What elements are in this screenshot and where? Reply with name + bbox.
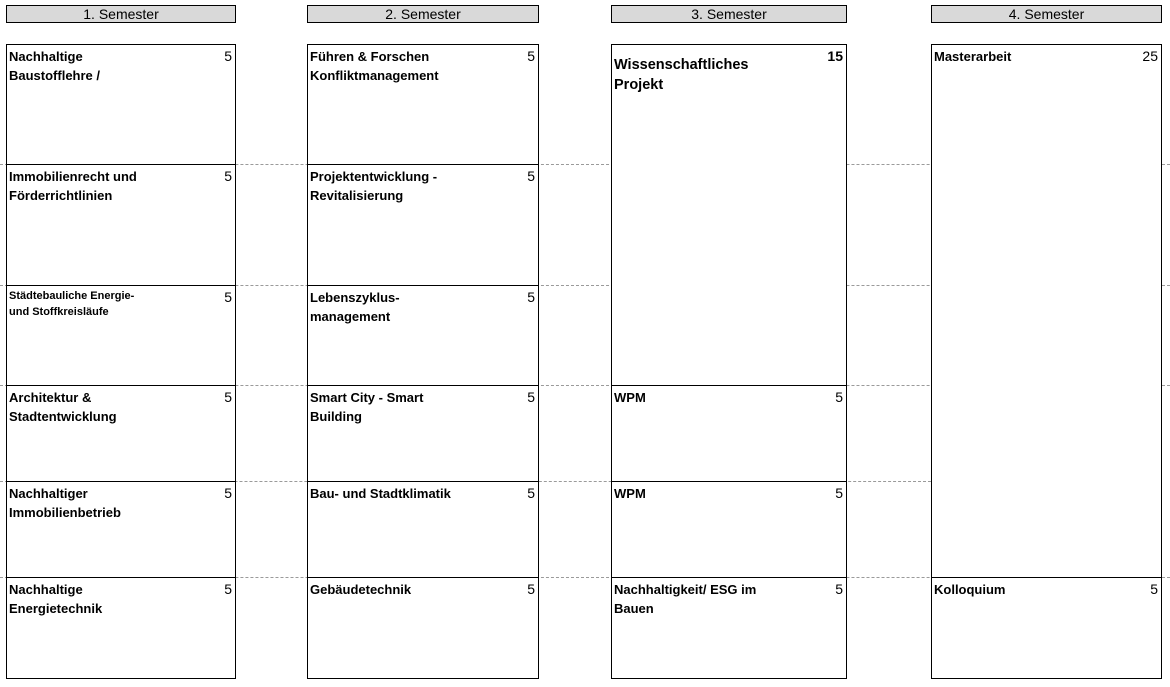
module-credit: 25 [1142, 48, 1158, 64]
module-box [6, 285, 236, 386]
module-title: Städtebauliche Energie- und Stoffkreisläufe [9, 290, 135, 318]
module-box [611, 481, 847, 578]
module-box [6, 44, 236, 165]
module-title: Nachhaltige Baustofflehre / [9, 49, 101, 83]
module-box [6, 385, 236, 482]
module-title: Architektur & Stadtentwicklung [9, 390, 117, 424]
module-credit: 5 [527, 389, 535, 405]
module-credit: 5 [527, 581, 535, 597]
module-credit: 5 [527, 485, 535, 501]
semester-header-3: 3. Semester [611, 5, 847, 23]
module-box [931, 577, 1162, 679]
module-credit: 15 [827, 48, 843, 64]
module-box [611, 577, 847, 679]
module-credit: 5 [527, 289, 535, 305]
module-credit: 5 [224, 168, 232, 184]
module-credit: 5 [224, 48, 232, 64]
module-title: Masterarbeit [934, 49, 1012, 64]
module-title: Projektentwicklung - Revitalisierung [310, 169, 438, 203]
module-credit: 5 [224, 581, 232, 597]
module-credit: 5 [1150, 581, 1158, 597]
module-box-project [611, 44, 847, 386]
module-title: Kolloquium [934, 582, 1006, 597]
semester-header-4: 4. Semester [931, 5, 1162, 23]
module-box [611, 385, 847, 482]
module-box [307, 285, 539, 386]
module-title: Bau- und Stadtklimatik [310, 486, 451, 501]
module-title: Führen & Forschen Konfliktmanagement [310, 49, 439, 83]
module-credit: 5 [835, 485, 843, 501]
module-title: Nachhaltigkeit/ ESG im Bauen [614, 582, 757, 616]
module-credit: 5 [835, 581, 843, 597]
module-credit: 5 [224, 389, 232, 405]
module-title: WPM [614, 390, 646, 405]
module-box [6, 577, 236, 679]
module-title: Lebenszyklus- management [310, 290, 400, 324]
module-box [307, 385, 539, 482]
module-box [307, 481, 539, 578]
module-box [307, 44, 539, 165]
semester-header-1: 1. Semester [6, 5, 236, 23]
module-credit: 5 [527, 48, 535, 64]
module-title: Nachhaltige Energietechnik [9, 582, 103, 616]
module-title: Gebäudetechnik [310, 582, 412, 597]
module-box [307, 164, 539, 286]
module-credit: 5 [224, 289, 232, 305]
module-title: WPM [614, 486, 646, 501]
module-box [6, 164, 236, 286]
module-box-thesis [931, 44, 1162, 578]
module-title: Nachhaltiger Immobilienbetrieb [9, 486, 121, 520]
module-credit: 5 [835, 389, 843, 405]
module-title: Immobilienrecht und Förderrichtlinien [9, 169, 137, 203]
module-credit: 5 [527, 168, 535, 184]
module-credit: 5 [224, 485, 232, 501]
module-box [6, 481, 236, 578]
module-title: Wissenschaftliches Projekt [614, 57, 749, 93]
module-title: Smart City - Smart Building [310, 390, 424, 424]
semester-header-2: 2. Semester [307, 5, 539, 23]
module-box [307, 577, 539, 679]
